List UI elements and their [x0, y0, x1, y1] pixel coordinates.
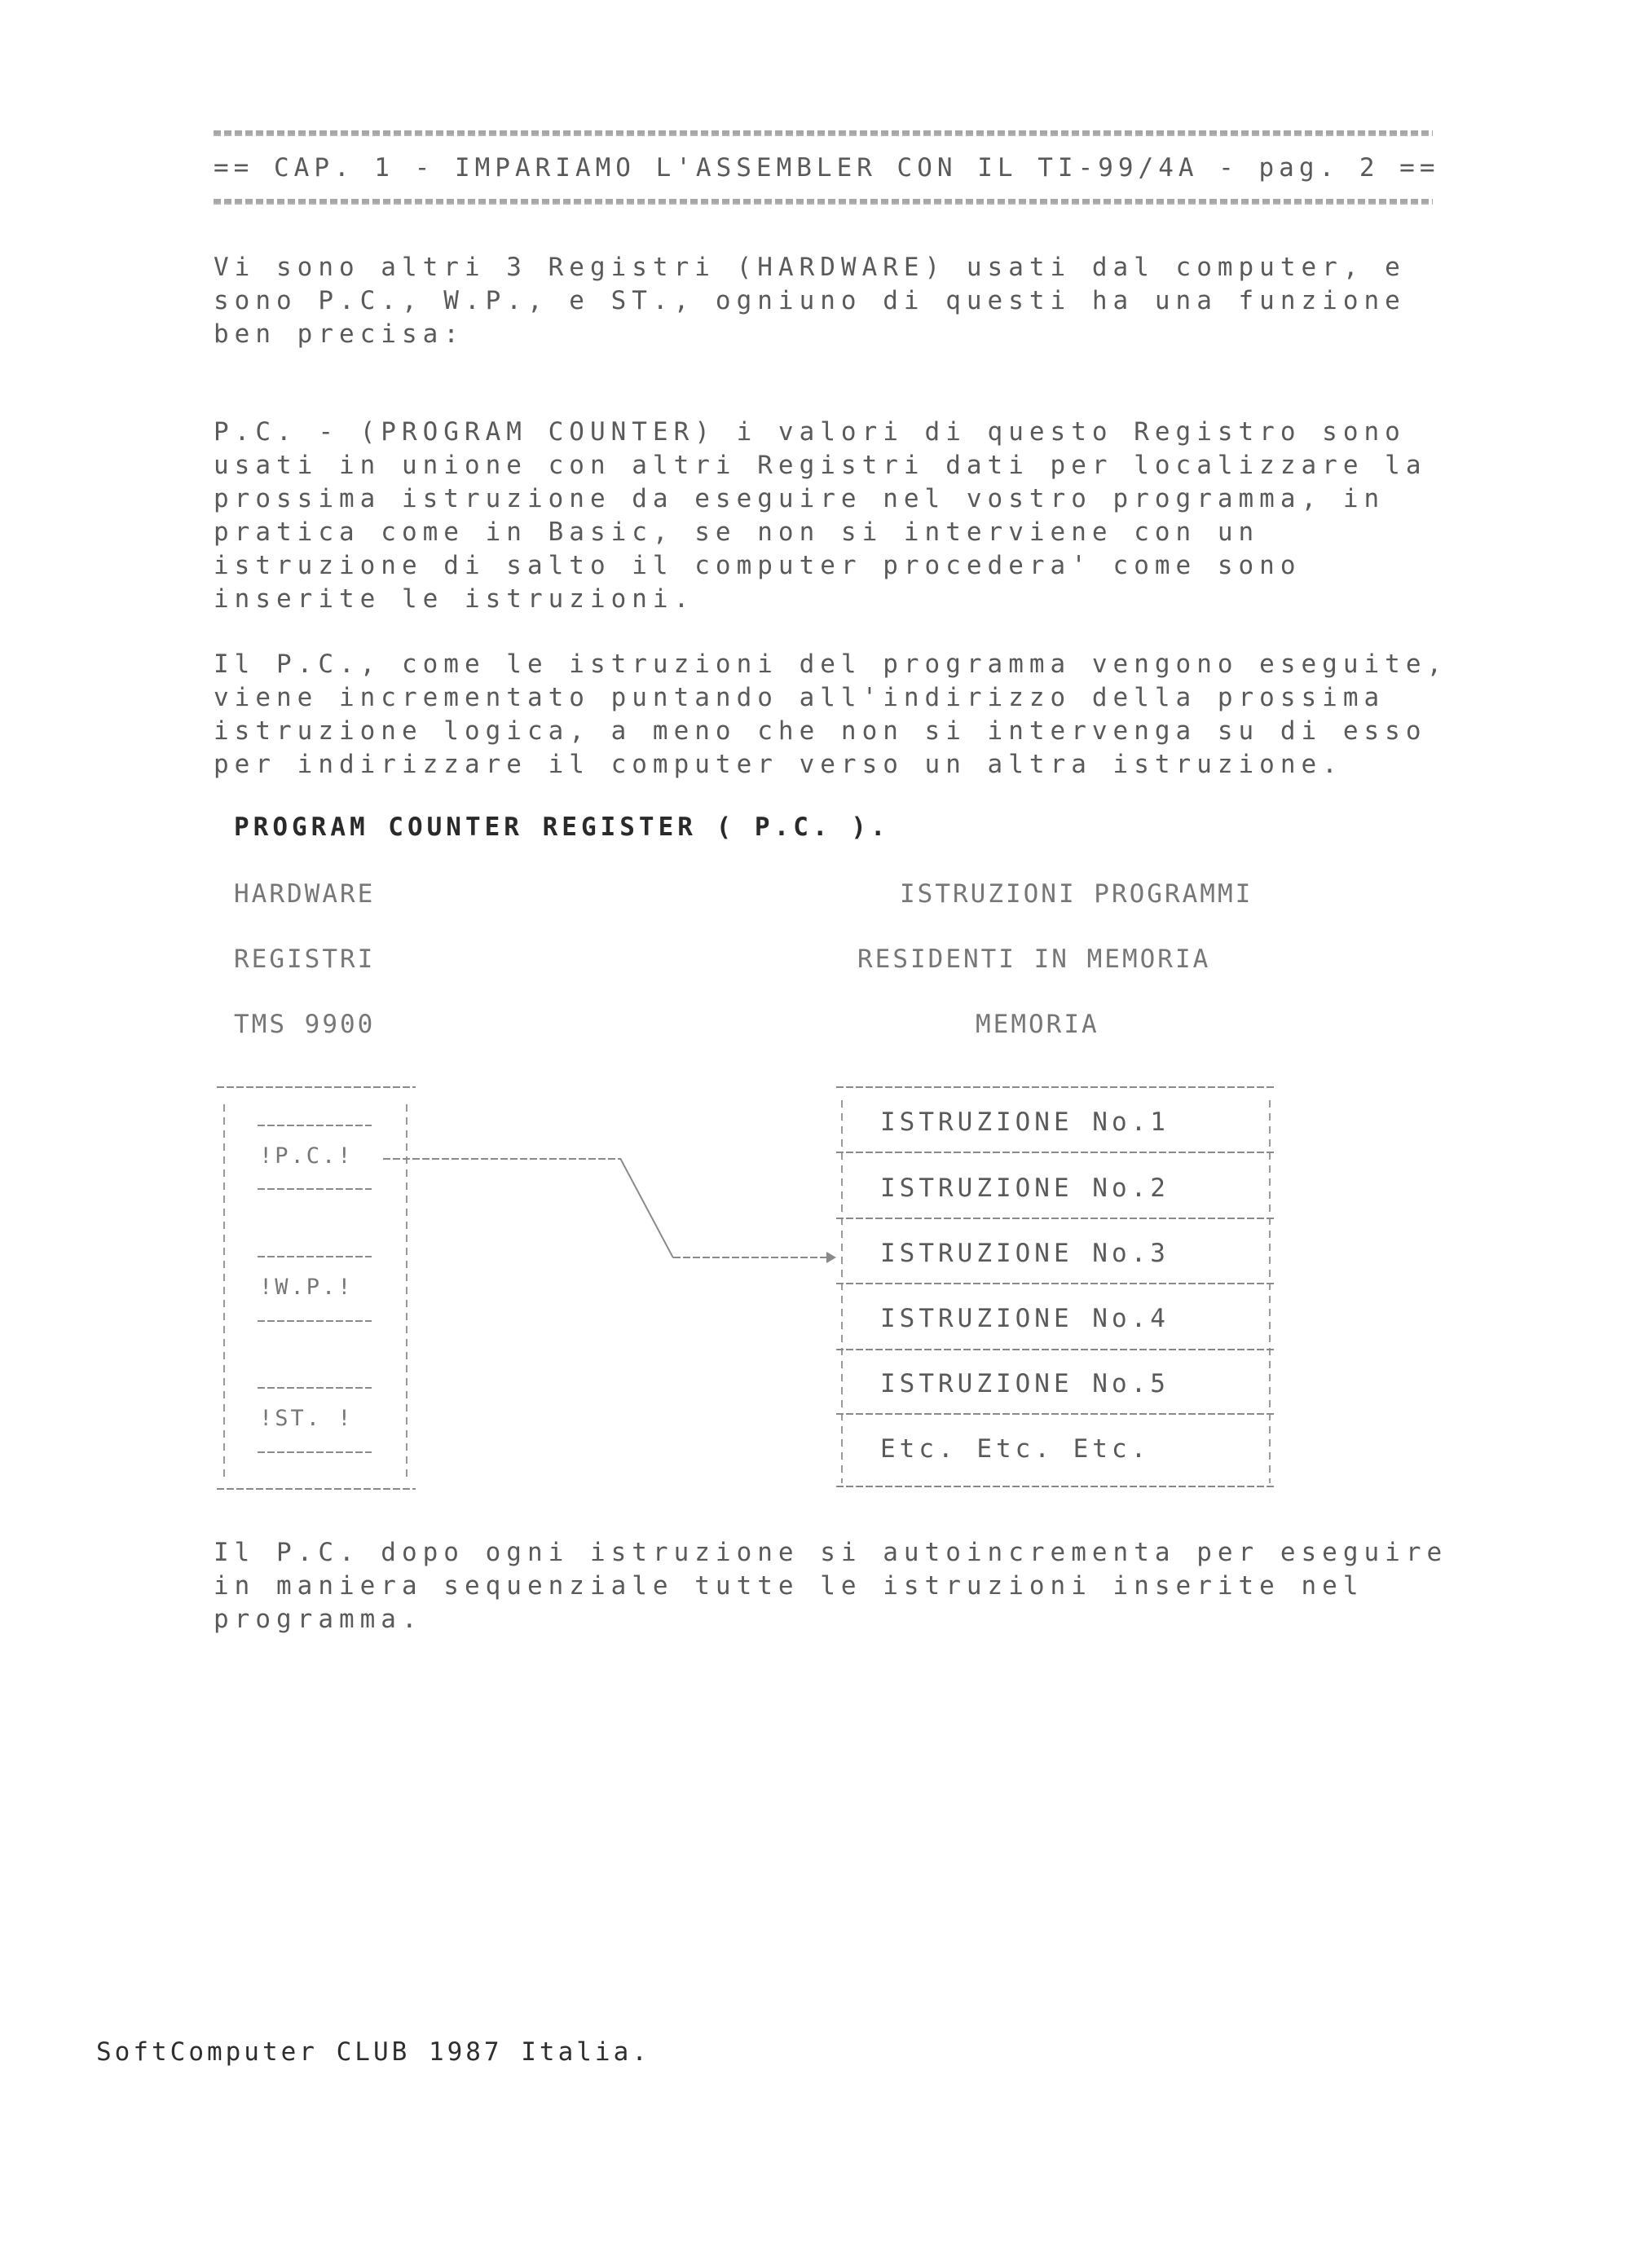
page-title: == CAP. 1 - IMPARIAMO L'ASSEMBLER CON IL TI-99/4A - pag. 2 ==	[214, 153, 1440, 183]
text-line: in maniera sequenziale tutte le istruzioni inserite nel	[214, 1571, 1364, 1601]
text-line: istruzione di salto il computer procedera' come sono	[214, 551, 1302, 580]
text-line: per indirizzare il computer verso un altra istruzione.	[214, 750, 1343, 779]
diagram-title: PROGRAM COUNTER REGISTER ( P.C. ).	[234, 813, 890, 842]
left-heading-tms: TMS 9900	[234, 1010, 376, 1039]
header-rule-top	[214, 130, 1433, 136]
text-line: prossima istruzione da eseguire nel vostro programma, in	[214, 484, 1386, 513]
header-rule-bottom	[214, 199, 1433, 205]
text-line: programma.	[214, 1605, 423, 1634]
text-line: usati in unione con altri Registri dati per localizzare la	[214, 451, 1427, 480]
text-line: ben precisa:	[214, 319, 465, 349]
left-heading-registri: REGISTRI	[234, 945, 376, 974]
text-line: viene incrementato puntando all'indirizzo della prossima	[214, 683, 1386, 712]
text-line: sono P.C., W.P., e ST., ogniuno di questi ha una funzione	[214, 286, 1406, 315]
right-heading-istruzioni: ISTRUZIONI PROGRAMMI	[900, 879, 1253, 909]
text-line: pratica come in Basic, se non si interviene con un	[214, 517, 1260, 547]
footer: SoftComputer CLUB 1987 Italia.	[96, 2037, 650, 2067]
register-label: !W.P.!	[259, 1275, 354, 1300]
right-heading-memoria: MEMORIA	[976, 1010, 1099, 1039]
text-line: Vi sono altri 3 Registri (HARDWARE) usati dal computer, e	[214, 253, 1406, 282]
register-label: !ST. !	[259, 1406, 354, 1431]
text-line: Il P.C., come le istruzioni del programma vengono eseguite,	[214, 650, 1448, 679]
register-label: !P.C.!	[259, 1143, 354, 1169]
text-line: P.C. - (PROGRAM COUNTER) i valori di questo Registro sono	[214, 417, 1406, 447]
right-heading-residenti: RESIDENTI IN MEMORIA	[857, 945, 1211, 974]
text-line: Il P.C. dopo ogni istruzione si autoincrementa per eseguire	[214, 1538, 1448, 1567]
text-line: istruzione logica, a meno che non si intervenga su di esso	[214, 716, 1427, 746]
text-line: inserite le istruzioni.	[214, 584, 695, 614]
left-heading-hardware: HARDWARE	[234, 879, 376, 909]
